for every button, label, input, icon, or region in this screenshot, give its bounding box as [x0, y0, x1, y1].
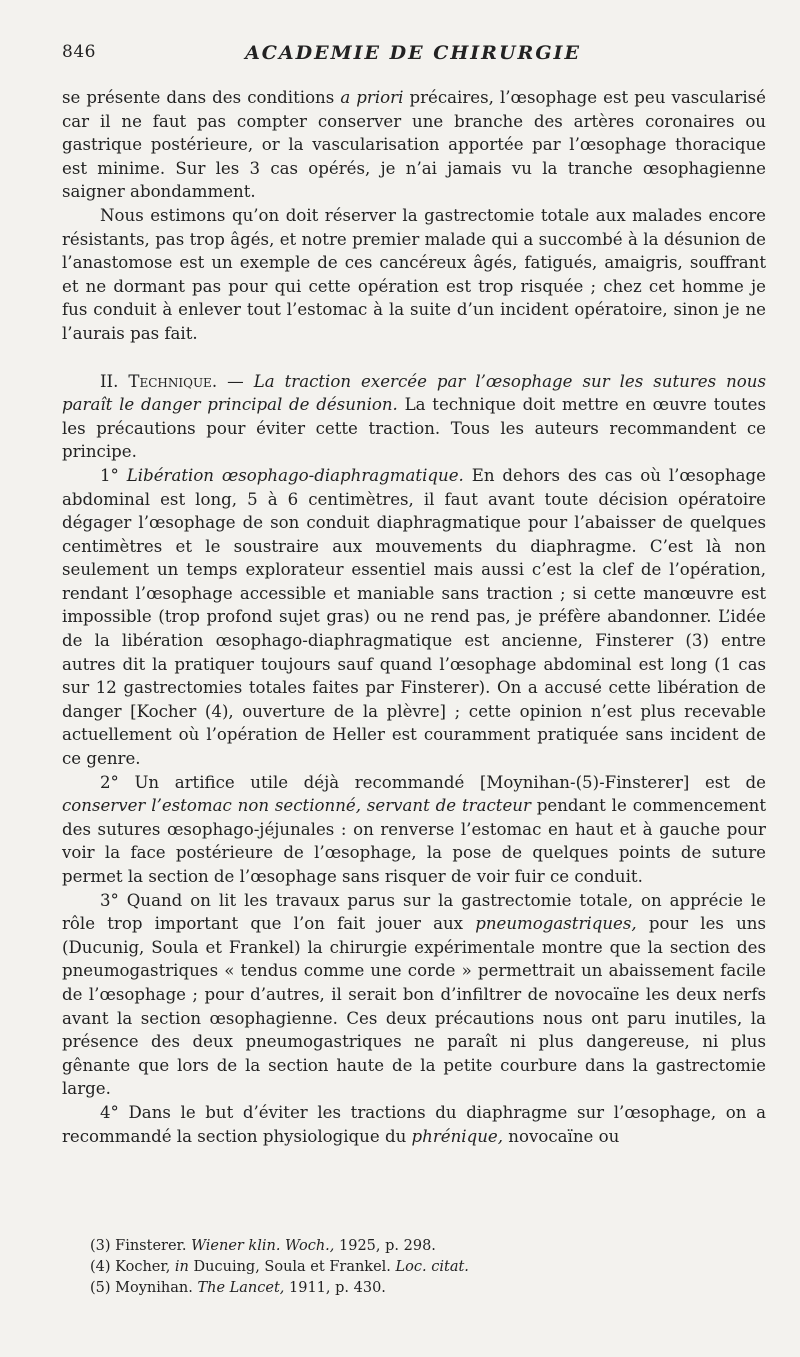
- article-body: [62, 86, 766, 1148]
- page-header: [62, 42, 764, 68]
- paragraph-liberation: 1° Libération œsophago-diaphragmatique. En dehors des cas où l’œsophage abdominal est long, 5 à 6 centimètres, il faut avant toute décision opératoire dégager l’œsophage de son conduit diaphragmatique pour l’abaisser de quelques centimètres et le soustraire aux mouvements du diaphragme. C’est là non seulement un temps explorateur essentiel mais aussi c’est la clef de l’opération, rendant l’œsophage accessible et maniable sans traction ; si cette manœuvre est impossible (trop profond sujet gras) ou ne rend pas, je préfère abandonner. L’idée de la libération œsophago-diaphragmatique est ancienne, Finsterer (3) entre autres dit la pratiquer toujours sauf quand l’œsophage abdominal est long (1 cas sur 12 gastrectomies totales faites par Finsterer). On a accusé cette libération de danger [Kocher (4), ouverture de la plèvre] ; cette opinion n’est plus recevable actuellement où l’opération de Heller est couramment pratiquée sans incident de ce genre.: [62, 465, 766, 769]
- paragraph-1: se présente dans des conditions a priori précaires, l’œsophage est peu vascularisé car il ne faut pas compter conserver une branche des artères coronaires ou gastrique postérieure, or la vascularisation apportée par l’œsophage thoracique est minime. Sur les 3 cas opérés, je n’ai jamais vu la tranche œsophagienne saigner abondamment.: [62, 88, 766, 202]
- footnote-3: (3) Finsterer. Wiener klin. Woch., 1925, p. 298.: [90, 1238, 436, 1254]
- paragraph-pneumogastriques: 3° Quand on lit les travaux parus sur la gastrectomie totale, on apprécie le rôle trop important que l’on fait jouer aux pneumogastriques, pour les uns (Ducunig, Soula et Frankel) la chirurgie expérimentale montre que la section des pneumogastriques « tendus comme une corde » permettrait un abaissement facile de l’œsophage ; pour d’autres, il serait bon d’infiltrer de novocaïne les deux nerfs avant la section œsophagienne. Ces deux précautions nous ont paru inutiles, la présence des deux pneumogastriques ne paraît ni plus dangereuse, ni plus gênante que lors de la section haute de la petite courbure dans la gastrectomie large.: [62, 890, 766, 1099]
- footnotes: [90, 1236, 730, 1299]
- footnote-5: (5) Moynihan. The Lancet, 1911, p. 430.: [90, 1280, 386, 1296]
- section-spacer: [62, 346, 766, 370]
- running-title: ACADEMIE DE CHIRURGIE: [245, 42, 581, 64]
- footnote-4: (4) Kocher, in Ducuing, Soula et Frankel. Loc. citat.: [90, 1259, 469, 1275]
- paragraph-2: Nous estimons qu’on doit réserver la gastrectomie totale aux malades encore résistants, pas trop âgés, et notre premier malade qui a succombé à la désunion de l’anastomose est un exemple de ces cancéreux âgés, fatigués, amaigris, souffrant et ne dormant pas pour qui cette opération est trop risquée ; chez cet homme je fus conduit à enlever tout l’estomac à la suite d’un incident opératoire, sinon je ne l’aurais pas fait.: [62, 205, 766, 343]
- page-number: 846: [62, 42, 96, 62]
- paragraph-artifice: 2° Un artifice utile déjà recommandé [Moynihan-(5)-Finsterer] est de conserver l’estomac non sectionné, servant de tracteur pendant le commencement des sutures œsophago-jéjunales : on renverse l’estomac en haut et à gauche pour voir la face postérieure de l’œsophage, la pose de quelques points de suture permet la section de l’œsophage sans risquer de voir fuir ce conduit.: [62, 772, 766, 886]
- section-technique-heading: II. Technique. — La traction exercée par l’œsophage sur les sutures nous paraît le danger principal de désunion. La technique doit mettre en œuvre toutes les précautions pour éviter cette traction. Tous les auteurs recommandent ce principe.: [62, 371, 766, 462]
- section-title: Technique.: [128, 371, 218, 391]
- paragraph-phrenique: 4° Dans le but d’éviter les tractions du diaphragme sur l’œsophage, on a recommandé la section physiologique du phrénique, novocaïne ou: [62, 1102, 766, 1146]
